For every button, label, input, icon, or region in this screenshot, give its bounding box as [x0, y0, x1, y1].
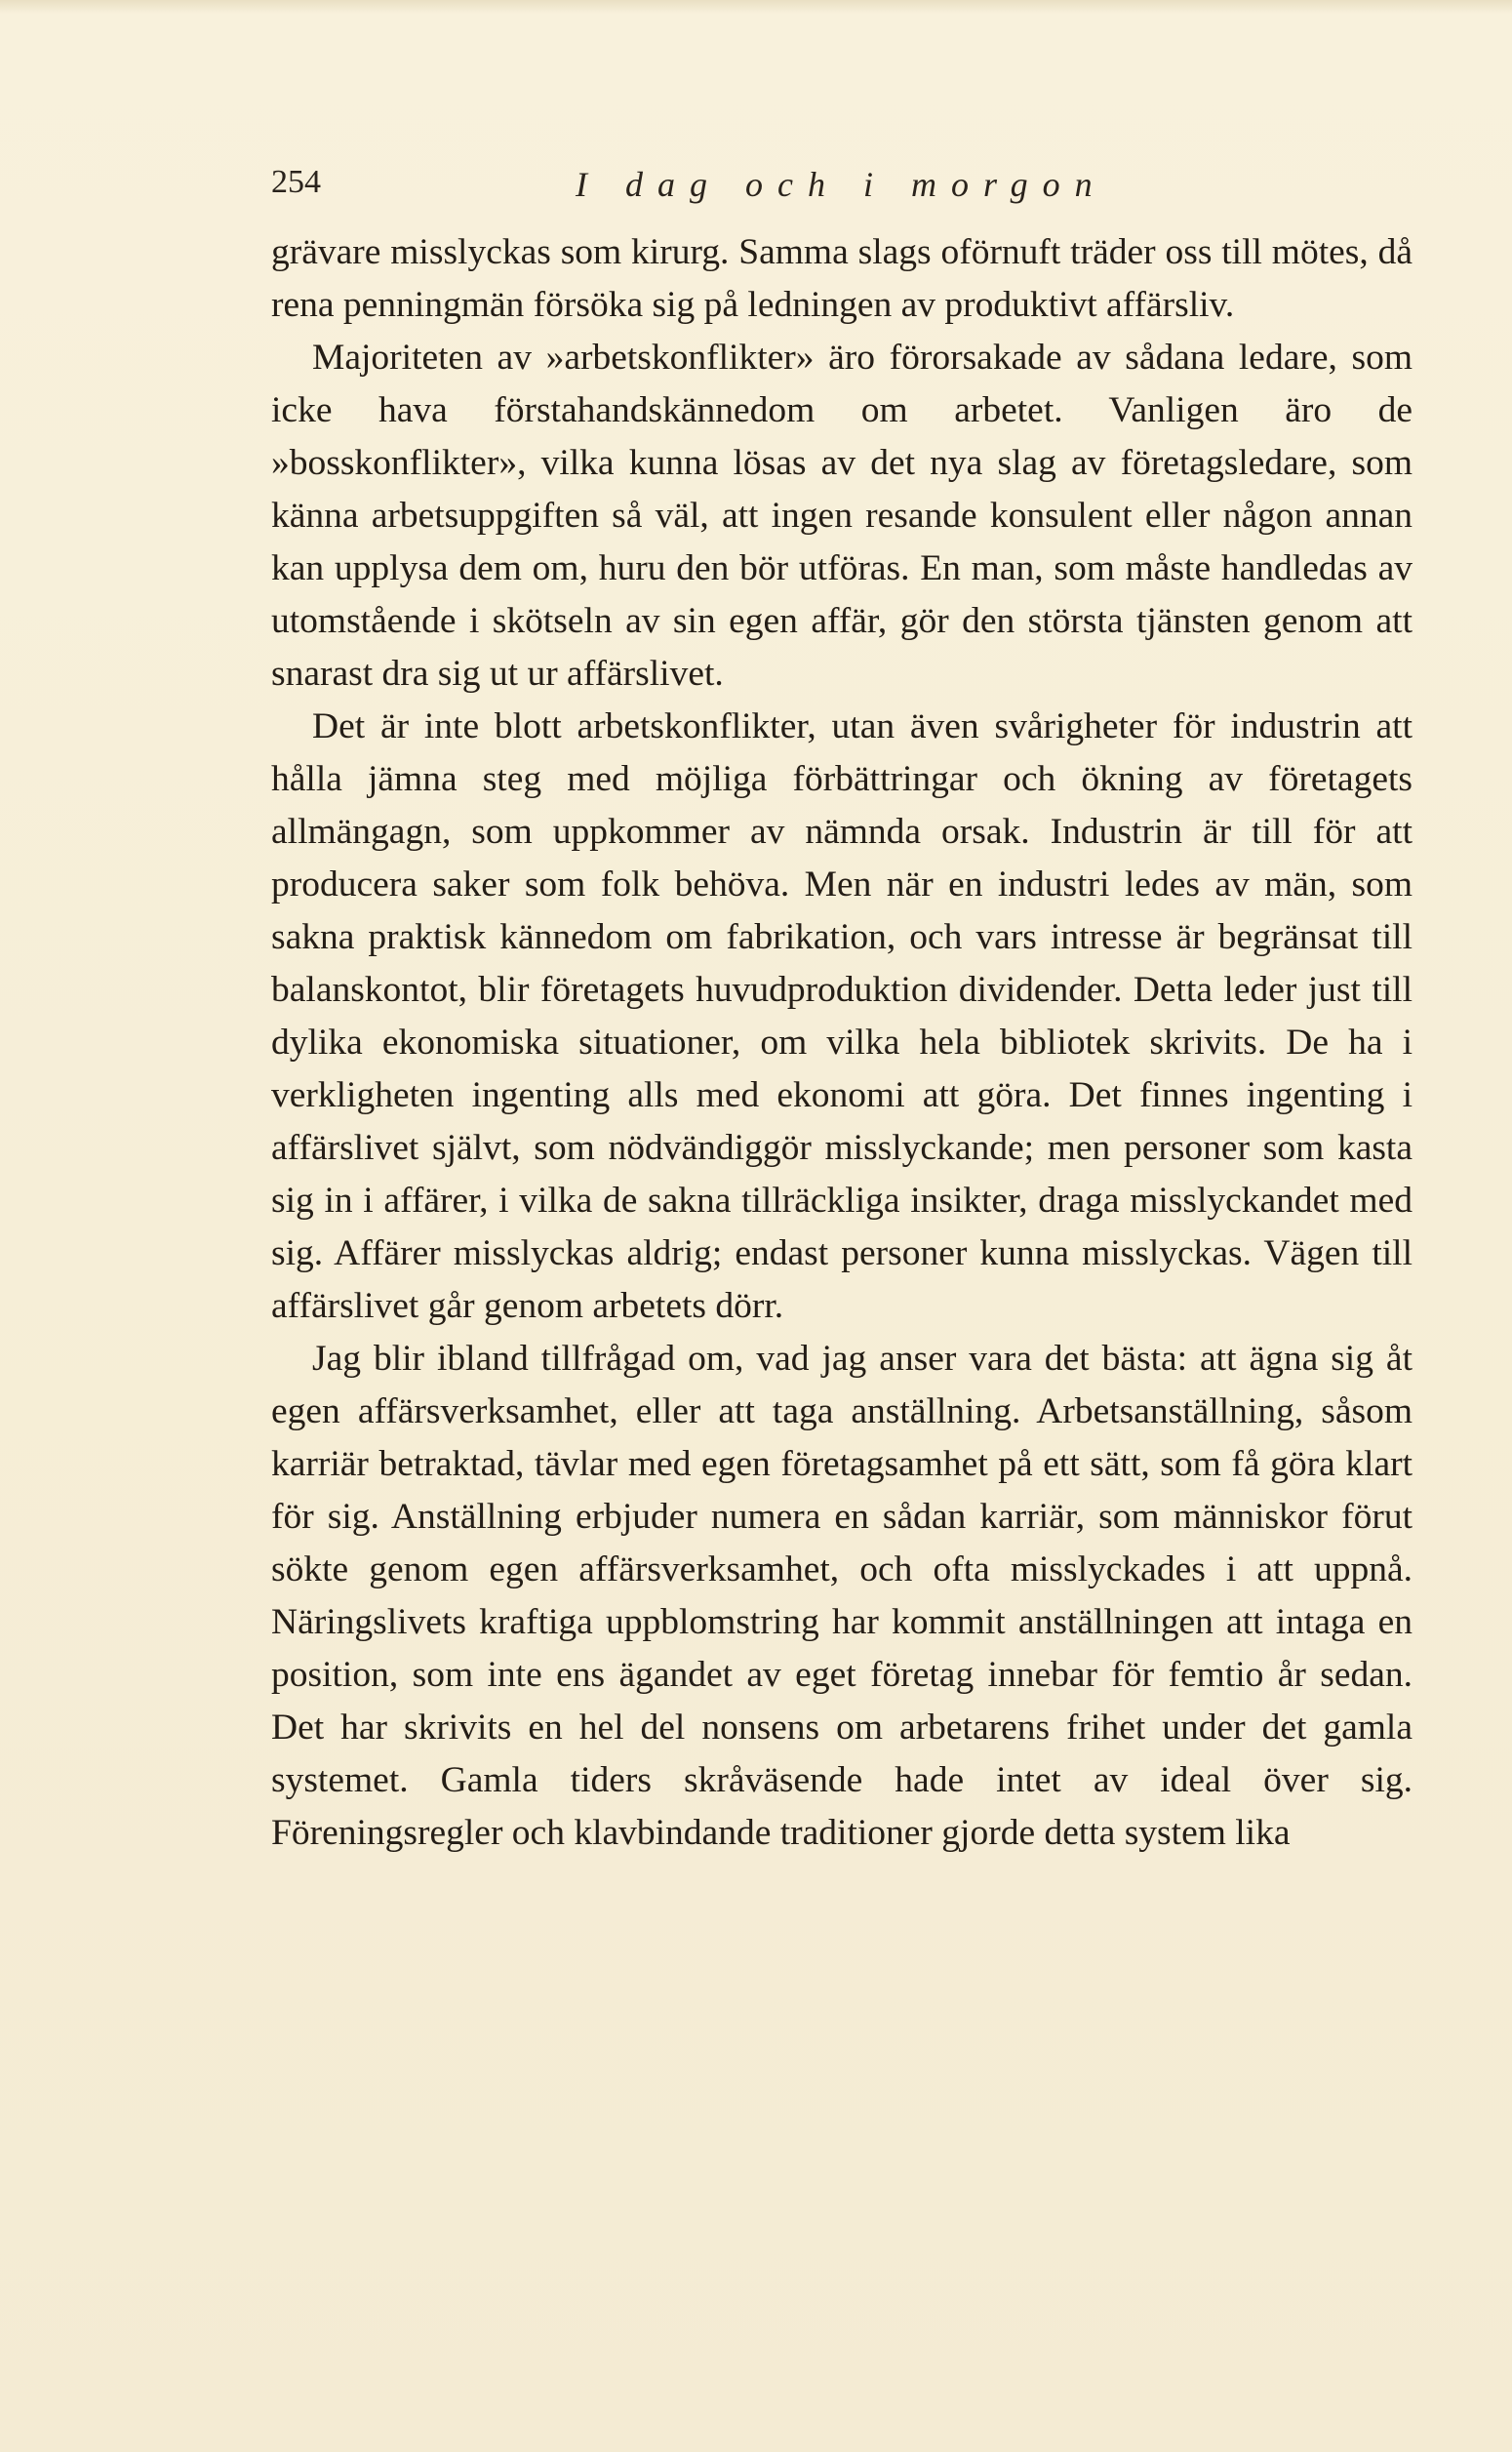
running-head: I dag och i morgon	[576, 165, 1107, 204]
paragraph-continuation: grävare misslyckas som kirurg. Samma slags oförnuft träder oss till mötes, då rena penningmän försöka sig på ledningen av produktivt affärsliv.	[271, 232, 1413, 325]
paragraph: Majoriteten av »arbetskonflikter» äro förorsakade av sådana ledare, som icke hava förstahandskännedom om arbetet. Vanligen äro de »bosskonflikter», vilka kunna lösas av det nya slag av företagsledare, som känna arbetsuppgiften så väl, att ingen resande konsulent eller någon annan kan upplysa dem om, huru den bör utföras. En man, som måste handledas av utomstående i skötseln av sin egen affär, gör den största tjänsten genom att snarast dra sig ut ur affärslivet.	[271, 338, 1413, 694]
body-text	[271, 226, 1413, 1860]
page-header	[271, 156, 1413, 215]
page-number: 254	[271, 164, 321, 200]
paragraph: Jag blir ibland tillfrågad om, vad jag anser vara det bästa: att ägna sig åt egen affärsverksamhet, eller att taga anställning. Arbetsanställning, såsom karriär betraktad, tävlar med egen företagsamhet på ett sätt, som få göra klart för sig. Anställning erbjuder numera en sådan karriär, som människor förut sökte genom egen affärsverksamhet, och ofta misslyckades i att uppnå. Näringslivets kraftiga uppblomstring har kommit anställningen att intaga en position, som inte ens ägandet av eget företag innebar för femtio år sedan. Det har skrivits en hel del nonsens om arbetarens frihet under det gamla systemet. Gamla tiders skråväsende hade intet av ideal över sig. Föreningsregler och klavbindande traditioner gjorde detta system lika	[271, 1339, 1413, 1853]
page-edge	[0, 0, 1512, 14]
paragraph: Det är inte blott arbetskonflikter, utan även svårigheter för industrin att hålla jämna steg med möjliga förbättringar och ökning av företagets allmängagn, som uppkommer av nämnda orsak. Industrin är till för att producera saker som folk behöva. Men när en industri ledes av män, som sakna praktisk kännedom om fabrikation, och vars intresse är begränsat till balanskontot, blir företagets huvudproduktion dividender. Detta leder just till dylika ekonomiska situationer, om vilka hela bibliotek skrivits. De ha i verkligheten ingenting alls med ekonomi att göra. Det finnes ingenting i affärslivet självt, som nödvändiggör misslyckande; men personer som kasta sig in i affärer, i vilka de sakna tillräckliga insikter, draga misslyckandet med sig. Affärer misslyckas aldrig; endast personer kunna misslyckas. Vägen till affärslivet går genom arbetets dörr.	[271, 706, 1413, 1326]
